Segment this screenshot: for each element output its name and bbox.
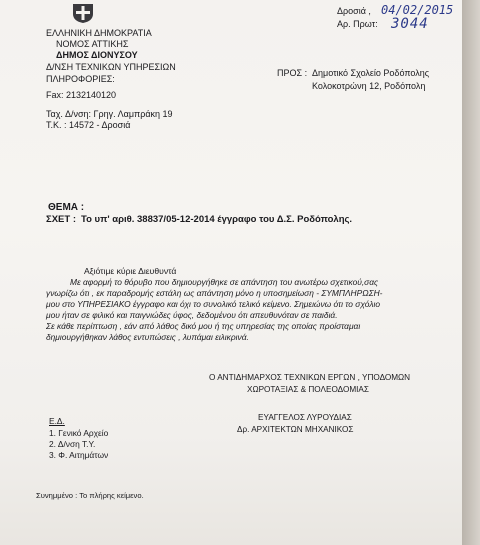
issuer-republic: ΕΛΛΗΝΙΚΗ ΔΗΜΟΚΡΑΤΙΑ [46, 28, 152, 38]
date-value: 04/02/2015 [381, 3, 454, 17]
body-line-3: μου στο ΥΠΗΡΕΣΙΑΚΟ έγγραφο και όχι το συνολικό τελικό κείμενο. Σημειώνω ότι το σχόλιο [46, 299, 381, 309]
recipient-name: Δημοτικό Σχολείο Ροδόπολης [312, 68, 430, 78]
signature-qualification: Δρ. ΑΡΧΙΤΕΚΤΩΝ ΜΗΧΑΝΙΚΟΣ [237, 425, 354, 434]
greek-coat-of-arms-icon [70, 2, 96, 24]
signature-title-1: Ο ΑΝΤΙΔΗΜΑΡΧΟΣ ΤΕΧΝΙΚΩΝ ΕΡΓΩΝ , ΥΠΟΔΟΜΩΝ [209, 373, 411, 382]
issuer-fax: Fax: 2132140120 [46, 90, 117, 100]
date-label: Δροσιά , [337, 6, 371, 16]
body-line-1: Με αφορμή το θόρυβο που δημιουργήθηκε σε απάντηση του ανωτέρω σχετικού,σας [70, 277, 379, 287]
body-line-4: μου ήταν σε φιλικό και παιγνιώδες ύφος, δεδομένου ότι απευθυνόταν σε παιδιά. [46, 310, 338, 320]
ref-text: Το υπ' αριθ. 38837/05-12-2014 έγγραφο του Δ.Σ. Ροδόπολης. [81, 214, 353, 225]
recipient-to-label: ΠΡΟΣ : [277, 68, 308, 78]
body-line-6: δημιουργήθηκαν λάθος εντυπώσεις , λυπάμαι ειλικρινά. [46, 332, 249, 342]
theme-label: ΘΕΜΑ : [48, 202, 85, 213]
distribution-item: 3. Φ. Αιτημάτων [49, 450, 109, 460]
protocol-value: 3044 [391, 16, 429, 32]
page-edge-shadow [462, 0, 480, 545]
attachment-note: Συνημμένο : Το πλήρης κείμενο. [36, 491, 144, 500]
issuer-postcode: Τ.Κ. : 14572 - Δροσιά [46, 120, 131, 130]
issuer-department: Δ/ΝΣΗ ΤΕΧΝΙΚΩΝ ΥΠΗΡΕΣΙΩΝ [46, 62, 176, 72]
recipient-address: Κολοκοτρώνη 12, Ροδόπολη [312, 81, 426, 91]
distribution-label: Ε.Δ. [49, 416, 65, 426]
protocol-label: Αρ. Πρωτ: [337, 19, 378, 29]
distribution-item: 2. Δ/νση Τ.Υ. [49, 439, 96, 449]
issuer-info-label: ΠΛΗΡΟΦΟΡΙΕΣ: [46, 74, 115, 84]
greeting: Αξιότιμε κύριε Διευθυντά [84, 266, 177, 276]
distribution-item: 1. Γενικό Αρχείο [49, 428, 109, 438]
issuer-prefecture: ΝΟΜΟΣ ΑΤΤΙΚΗΣ [56, 39, 129, 49]
signature-title-2: ΧΩΡΟΤΑΞΙΑΣ & ΠΟΛΕΟΔΟΜΙΑΣ [247, 385, 369, 394]
body-line-5: Σε κάθε περίπτωση , εάν από λάθος δικό μου ή της υπηρεσίας της οποίας προίσταμαι [46, 321, 361, 331]
ref-label: ΣΧΕΤ : [46, 214, 76, 225]
body-line-2: γνωρίζω ότι , εκ παραδρομής εστάλη ως απάντηση μόνο η υποσημείωση - ΣΥΜΠΛΗΡΩΣΗ- [46, 288, 383, 298]
issuer-municipality: ΔΗΜΟΣ ΔΙΟΝΥΣΟΥ [56, 50, 138, 60]
issuer-address: Ταχ. Δ/νση: Γρηγ. Λαμπράκη 19 [46, 109, 173, 119]
signature-name: ΕΥΑΓΓΕΛΟΣ ΛΥΡΟΥΔΙΑΣ [258, 413, 352, 422]
